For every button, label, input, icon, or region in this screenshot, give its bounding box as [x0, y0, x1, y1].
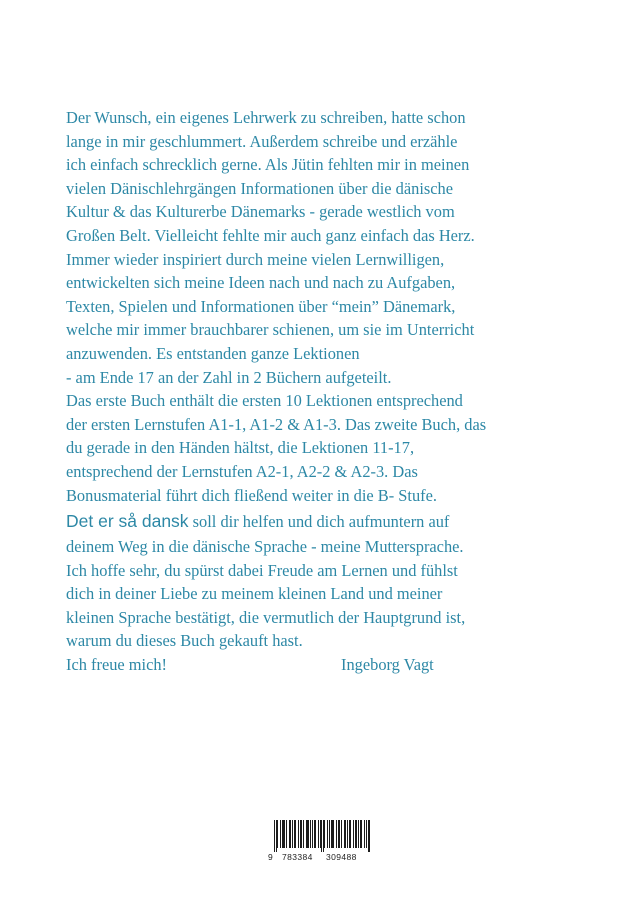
text-line: anzuwenden. Es entstanden ganze Lektionen	[66, 343, 360, 363]
barcode-bar	[327, 820, 328, 848]
barcode-bar	[366, 820, 367, 848]
barcode-left-group: 783384	[282, 852, 313, 862]
barcode-bar	[282, 820, 283, 848]
barcode-bar	[295, 820, 296, 848]
book-title-line	[66, 507, 586, 535]
barcode-bar	[314, 820, 315, 848]
text-line: - am Ende 17 an der Zahl in 2 Büchern aufgeteilt.	[66, 367, 392, 387]
barcode-bar	[290, 820, 291, 848]
barcode-bar	[280, 820, 281, 848]
barcode-bar	[329, 820, 330, 848]
barcode-bar	[321, 820, 322, 852]
barcode-bar	[341, 820, 342, 848]
barcode-bar	[308, 820, 309, 848]
barcode-bar	[355, 820, 356, 848]
barcode-bar	[336, 820, 337, 848]
barcode-bar	[303, 820, 304, 848]
text-line: Das erste Buch enthält die ersten 10 Lektionen entsprechend	[66, 391, 463, 411]
barcode-bar	[356, 820, 357, 848]
barcode-bar	[294, 820, 295, 848]
barcode-bar	[364, 820, 365, 848]
barcode-bar	[306, 820, 307, 848]
barcode-bar	[368, 820, 369, 852]
barcode-bar	[331, 820, 332, 848]
text-line: du gerade in den Händen hältst, die Lektionen 11-17,	[66, 438, 415, 458]
barcode-bar	[301, 820, 302, 848]
closing-text: Ich freue mich!	[66, 655, 168, 675]
text-line: kleinen Sprache bestätigt, die vermutlich der Hauptgrund ist,	[66, 607, 466, 627]
barcode-bar	[345, 820, 346, 848]
barcode-bar	[338, 820, 339, 848]
text-line: dich in deiner Liebe zu meinem kleinen Land und meiner	[66, 584, 443, 604]
barcode-digits	[268, 852, 372, 864]
barcode-bar	[344, 820, 345, 848]
text-line: Kultur & das Kulturerbe Dänemarks - gerade westlich vom	[66, 202, 455, 222]
barcode-bar	[332, 820, 333, 848]
barcode-bar	[360, 820, 361, 848]
barcode-bar	[347, 820, 348, 848]
barcode-bar	[310, 820, 311, 848]
barcode-bar	[292, 820, 293, 848]
book-title-line-rest: soll dir helfen und dich aufmuntern auf	[188, 512, 450, 532]
barcode-bar	[300, 820, 301, 848]
barcode-bar	[324, 820, 325, 848]
text-line: lange in mir geschlummert. Außerdem schreibe und erzähle	[66, 131, 458, 151]
isbn-barcode	[268, 820, 372, 866]
text-line: vielen Dänischlehrgängen Informationen über die dänische	[66, 178, 454, 198]
barcode-first-digit: 9	[268, 852, 273, 862]
barcode-bar	[307, 820, 308, 848]
barcode-bar	[298, 820, 299, 848]
text-line: entsprechend der Lernstufen A2-1, A2-2 & A2-3. Das	[66, 461, 418, 481]
barcode-bar	[274, 820, 275, 852]
barcode-right-group: 309488	[326, 852, 357, 862]
barcode-bar	[358, 820, 359, 848]
text-line: Bonusmaterial führt dich fließend weiter in die B- Stufe.	[66, 485, 437, 505]
barcode-bar	[369, 820, 370, 852]
text-line: Immer wieder inspiriert durch meine vielen Lernwilligen,	[66, 249, 445, 269]
text-line: entwickelten sich meine Ideen nach und nach zu Aufgaben,	[66, 273, 456, 293]
barcode-bar	[320, 820, 321, 848]
text-line: Ich hoffe sehr, du spürst dabei Freude am Lernen und fühlst	[66, 560, 458, 580]
text-line: Großen Belt. Vielleicht fehlte mir auch ganz einfach das Herz.	[66, 225, 475, 245]
barcode-bar	[318, 820, 319, 848]
blurb-text	[66, 106, 586, 677]
author-signature: Ingeborg Vagt	[341, 655, 434, 675]
barcode-bar	[277, 820, 278, 848]
text-line: Der Wunsch, ein eigenes Lehrwerk zu schreiben, hatte schon	[66, 108, 466, 127]
barcode-bar	[339, 820, 340, 848]
barcode-bar	[350, 820, 351, 848]
barcode-bar	[353, 820, 354, 848]
barcode-bars-icon	[274, 820, 370, 852]
text-line: Texten, Spielen und Informationen über “mein” Dänemark,	[66, 296, 456, 316]
text-line: deinem Weg in die dänische Sprache - meine Muttersprache.	[66, 537, 464, 557]
barcode-bar	[315, 820, 316, 848]
barcode-bar	[289, 820, 290, 848]
barcode-bar	[276, 820, 277, 852]
text-line: warum du dieses Buch gekauft hast.	[66, 631, 303, 651]
barcode-bar	[286, 820, 287, 848]
barcode-bar	[349, 820, 350, 848]
text-line: der ersten Lernstufen A1-1, A1-2 & A1-3. Das zweite Buch, das	[66, 414, 487, 434]
barcode-bar	[312, 820, 313, 848]
closing-line	[66, 653, 586, 677]
barcode-bar	[333, 820, 334, 848]
barcode-bar	[361, 820, 362, 848]
book-title: Det er så dansk	[66, 511, 189, 532]
barcode-bar	[283, 820, 284, 848]
text-line: ich einfach schrecklich gerne. Als Jütin fehlten mir in meinen	[66, 155, 470, 175]
barcode-bar	[323, 820, 324, 852]
text-line: welche mir immer brauchbarer schienen, um sie im Unterricht	[66, 320, 475, 340]
barcode-bar	[284, 820, 285, 848]
